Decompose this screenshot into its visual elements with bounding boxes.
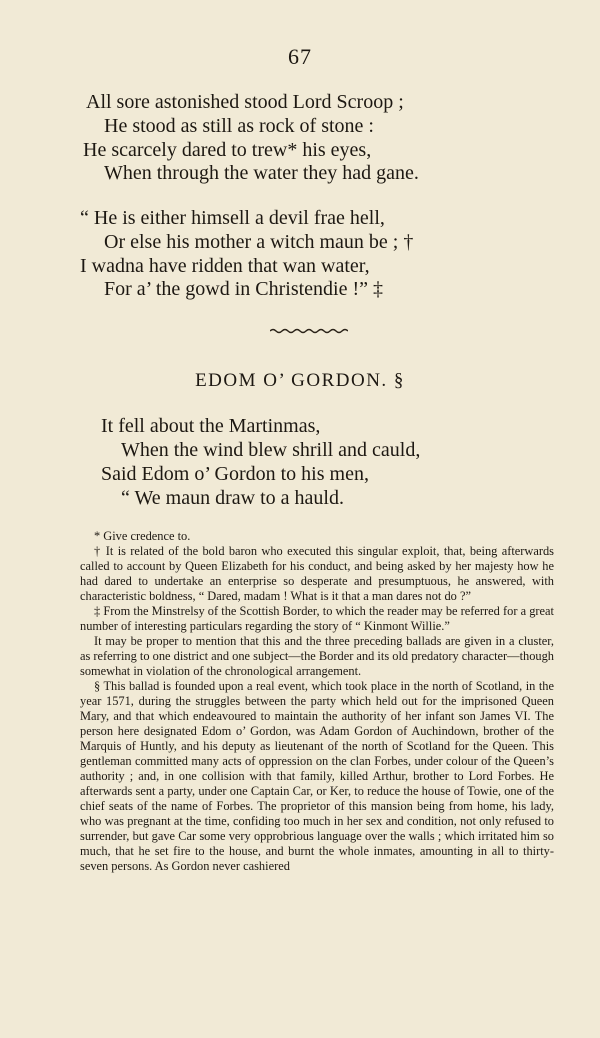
footnote-double-dagger: ‡ From the Minstrelsy of the Scottish Border, to which the reader may be referred for a great number of interesting particulars regarding the story of “ Kinmont Willie.” xyxy=(80,604,554,633)
ornamental-rule xyxy=(270,328,348,334)
verse-line: When the wind blew shrill and cauld, xyxy=(121,439,421,461)
verse-line: All sore astonished stood Lord Scroop ; xyxy=(86,91,404,113)
verse-line: “ We maun draw to a hauld. xyxy=(121,487,344,509)
verse-line: It fell about the Martinmas, xyxy=(101,415,321,437)
verse-line: For a’ the gowd in Christendie !” ‡ xyxy=(104,278,384,300)
footnotes xyxy=(80,529,554,874)
page-number: 67 xyxy=(288,44,312,69)
verse-line: I wadna have ridden that wan water, xyxy=(80,255,370,277)
verse-line: Said Edom o’ Gordon to his men, xyxy=(101,463,369,485)
editorial-note: It may be proper to mention that this and the three preceding ballads are given in a cluster, as referring to one district and one subject—the Border and its old predatory character—though somewhat in violation of the chronological arrangement. xyxy=(80,634,554,678)
footnote-dagger: † It is related of the bold baron who executed this singular exploit, that, being afterwards called to account by Queen Elizabeth for his conduct, and being asked by her majesty how he had dared to undertake an enterprise so desperate and presumptuous, he answered, with characteristic boldness, “ Dared, madam ! What is it that a man dares not do ?” xyxy=(80,544,554,603)
verse-line: He scarcely dared to trew* his eyes, xyxy=(83,139,372,161)
verse-line: “ He is either himsell a devil frae hell, xyxy=(80,207,385,229)
footnote-section: § This ballad is founded upon a real event, which took place in the north of Scotland, in the year 1571, during the struggles between the party which held out for the imprisoned Queen Mary, and that which endeavoured to maintain the authority of her infant son James VI. The person here designated Edom o’ Gordon, was Adam Gordon of Auchindown, brother of the Marquis of Huntly, and his deputy as lieutenant of the north of Scotland for the Queen. This gentleman committed many acts of oppression on the clan Forbes, under colour of the Queen’s authority ; and, in one collision with that family, killed Arthur, brother to Lord Forbes. He afterwards sent a party, under one Captain Car, or Ker, to reduce the house of Towie, one of the chief seats of the name of Forbes. The proprietor of this mansion being from home, his lady, who was pregnant at the time, confiding too much in her sex and condition, not only refused to surrender, but gave Car some very opprobrious language over the walls ; which irritated him so much, that he set fire to the house, and burnt the whole inmates, amounting in all to thirty-seven persons. As Gordon never cashiered xyxy=(80,679,554,873)
verse-line: He stood as still as rock of stone : xyxy=(104,115,374,137)
footnote-asterisk: * Give credence to. xyxy=(94,529,191,543)
ballad-title: EDOM O’ GORDON. § xyxy=(195,370,405,391)
verse-line: Or else his mother a witch maun be ; † xyxy=(104,231,414,253)
verse-line: When through the water they had gane. xyxy=(104,162,419,184)
